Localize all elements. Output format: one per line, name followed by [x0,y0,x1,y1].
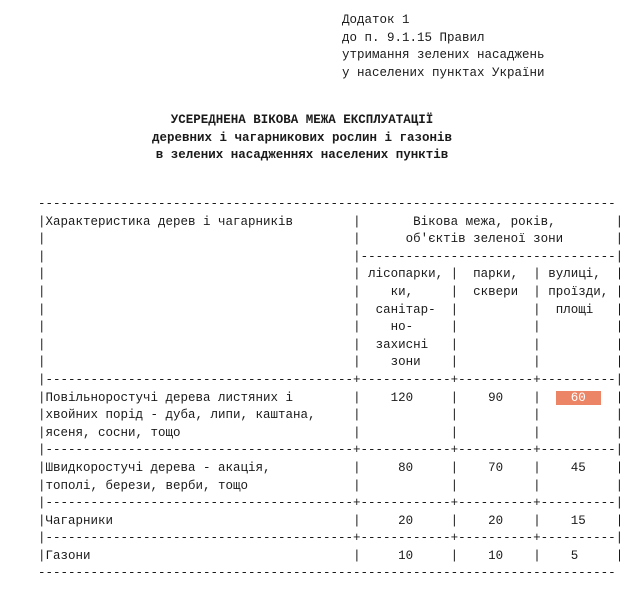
annex-line: Додаток 1 [342,13,410,27]
column-group-header: об'єктів зеленої зони [405,232,564,247]
title-line: деревних і чагарникових рослин і газонів [151,130,453,145]
column-header-parks-squares: парки, [473,267,519,282]
cell-forest-parks: 120 [390,390,414,405]
row-label: Швидкоростучі дерева - акація, [45,460,271,475]
cell-forest-parks: 20 [398,513,414,528]
cell-parks-squares: 70 [488,460,504,475]
column-header-parks-squares: сквери [473,284,519,299]
cell-streets-squares: 5 [570,548,579,563]
age-limit-table: ----------------------------------------------------------------------------- |Характеристика дерев і чагарників | Вікова межа, років, | | | об'єктів зеленої зони | | |----------------------------------| | | лісопарки, | парки, | вулиці, | | | ки, | сквери | проїзди, | | | санітар- | | площі | | | но- | | | | | захисні | | | | | зони | | | |-----------------------------------------+------------+----------+----------| |Повільноростучі дерева листяних і | 120 | 90 | 60 | |хвойних порід - дуба, липи, каштана, | | | | |ясеня, сосни, тощо | | | | |-----------------------------------------+------------+----------+----------| |Швидкоростучі дерева - акація, | 80 | 70 | 45 | |тополі, берези, верби, тощо | | | | |-----------------------------------------+------------+----------+----------| |Чагарники | 20 | 20 | 15 | |-----------------------------------------+------------+----------+----------| |Газони | 10 | 10 | 5 | ----------------------------------------------------------------------------- [38,197,623,581]
column-header-forest-parks: захисні [375,337,429,352]
column-header-forest-parks: ки, [390,284,414,299]
annex-line: до п. 9.1.15 Правил [342,30,485,45]
annex-reference [342,12,545,82]
annex-line: у населених пунктах України [342,65,545,80]
column-header-streets-squares: проїзди, [548,284,609,299]
cell-forest-parks: 10 [398,548,414,563]
title-line: в зелених насадженнях населених пунктів [155,148,449,162]
column-header-streets-squares: площі [555,302,594,317]
row-label: Повільноростучі дерева листяних і [45,390,294,405]
column-header-streets-squares: вулиці, [548,267,601,282]
cell-forest-parks: 80 [398,460,414,475]
cell-streets-squares: 15 [570,513,586,528]
cell-parks-squares: 20 [488,513,504,528]
cell-streets-squares: 45 [570,460,586,475]
annex-line: утримання зелених насаджень [342,48,545,62]
row-label: тополі, берези, верби, тощо [45,478,249,493]
row-label: ясеня, сосни, тощо [45,425,181,440]
column-header-forest-parks: санітар- [375,302,436,317]
document-title [0,112,604,165]
row-label: Газони [45,548,91,563]
row-label: хвойних порід - дуба, липи, каштана, [45,408,316,423]
column-header-characteristic: Характеристика дерев і чагарників [45,214,294,229]
row-label: Чагарники [45,513,114,528]
column-group-header: Вікова межа, років, [413,214,556,229]
cell-parks-squares: 10 [488,548,504,563]
column-header-forest-parks: лісопарки, [368,267,444,282]
cell-parks-squares: 90 [488,390,504,405]
column-header-forest-parks: но- [390,320,414,335]
cell-streets-squares-highlighted: 60 [555,390,601,405]
title-line: УСЕРЕДНЕНА ВІКОВА МЕЖА ЕКСПЛУАТАЦІЇ [170,113,434,127]
column-header-forest-parks: зони [390,355,421,370]
